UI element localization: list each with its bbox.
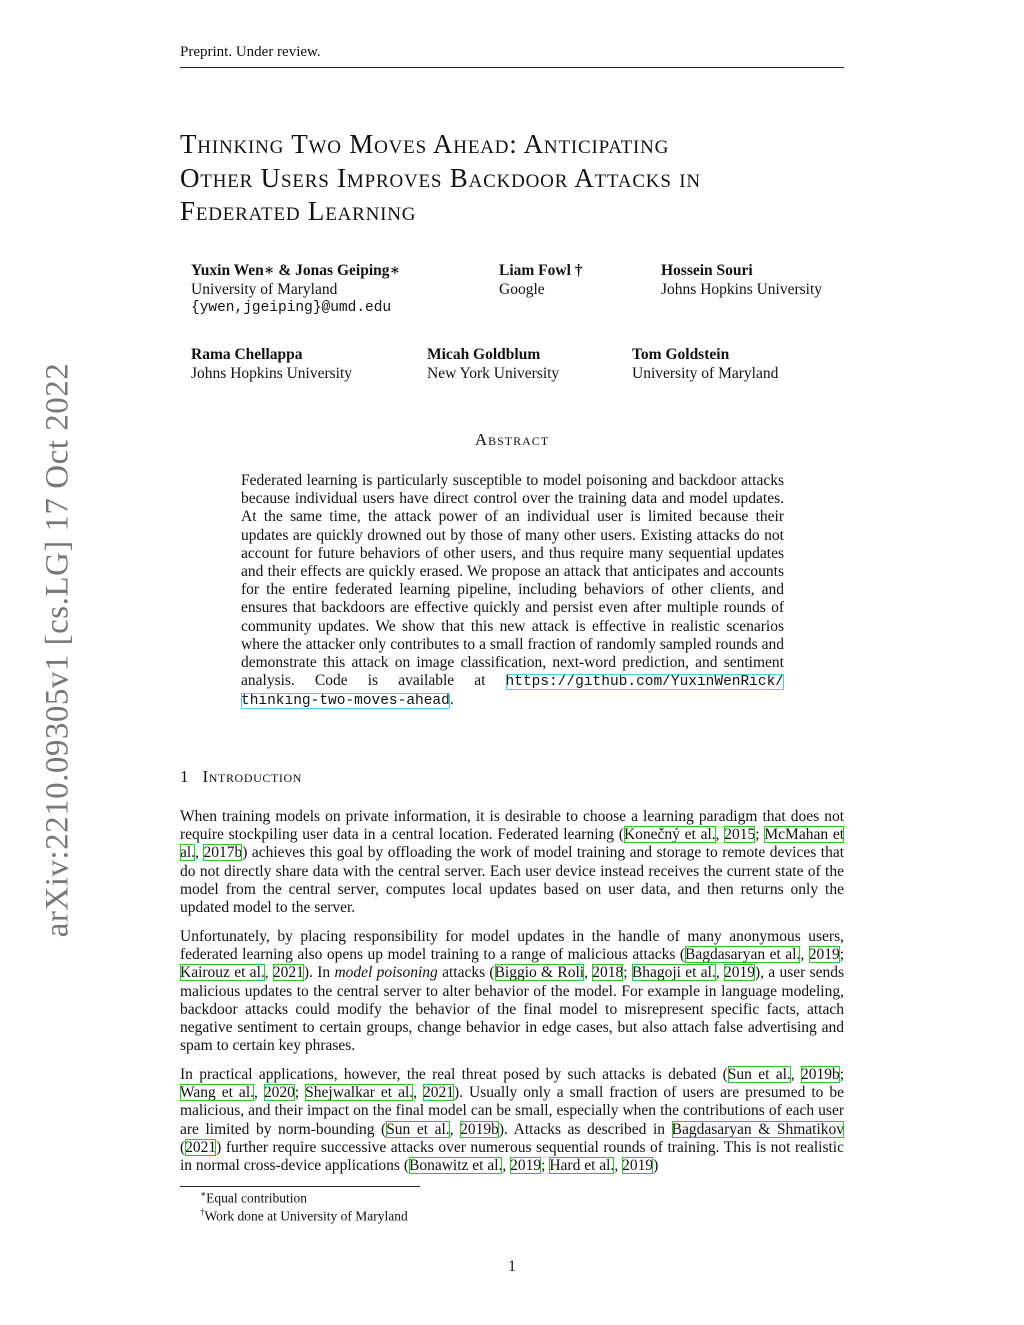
code-link[interactable]: https://github.com/YuxinWenRick/ [505,674,784,691]
citation-link[interactable]: 2019b [800,1066,840,1083]
section-heading [180,767,302,787]
abstract-heading: Abstract [474,430,550,449]
citation-link[interactable]: Bagdasaryan & Shmatikov [671,1120,845,1138]
citation-link[interactable]: Sun et al. [386,1120,450,1138]
citation-link[interactable]: 2021 [423,1084,455,1102]
paragraph-text: , [584,964,593,982]
citation-link[interactable]: 2020 [263,1084,295,1102]
section-number: 1 [180,767,189,786]
citation-link[interactable]: 2015 [724,826,756,844]
author-affiliation: University of Maryland [191,281,338,298]
paragraph-text: ) further require successive attacks over numerous sequential rounds of training. This is not realistic in normal cross-device applications ( [180,1138,844,1175]
abstract-text: Federated learning is particularly susceptible to model poisoning and backdoor attacks because individual users have direct control over the training data and model updates. At the same time, the attack power of an individual user is limited because their updates are quickly drowned out by those of many other users. Existing attacks do not account for future behaviors of other users, and thus require many sequential updates and their effects are quickly erased. We propose an attack that anticipates and accounts for the entire federated learning pipeline, including behaviors of other clients, and ensures that backdoors are effective quickly and persist even after multiple rounds of community updates. We show that this new attack is effective in realistic scenarios where the attacker only contributes to a small fraction of randomly sampled rounds and demonstrate this attack on image classification, next-word prediction, and sentiment analysis. Code is available at [241,472,784,690]
author-name: Hossein Souri [661,262,753,279]
author-name: Rama Chellappa [191,346,303,363]
citation-link[interactable]: Sun et al. [727,1066,791,1083]
citation-link[interactable]: Bonawitz et al. [408,1157,503,1175]
footnote [200,1189,307,1207]
footnote [200,1207,408,1225]
paragraph-text: When training models on private information, it is desirable to choose a learning paradigm that does not require stockpiling user data in a central location. Federated learning ( [180,808,844,844]
paragraph-text: , [614,1157,623,1175]
citation-link[interactable]: 2019 [510,1157,542,1175]
paragraph [180,808,844,917]
paragraph-text: ). Usually only a small fraction of users are presumed to be malicious, and their impact on the final model can be small, especially when the contributions of each user are limited by norm-bounding ( [180,1084,845,1138]
paragraph-text: ). Attacks as described in [498,1120,672,1138]
citation-link[interactable]: Hard et al. [549,1157,615,1175]
author-block [499,261,583,299]
author-name: Micah Goldblum [427,346,541,363]
page-number: 1 [508,1258,516,1275]
footnote-divider [180,1186,420,1187]
paragraph-text: ; [623,964,632,982]
citation-link[interactable]: 2018 [592,964,624,982]
author-affiliation: University of Maryland [632,365,779,382]
citation-link[interactable]: 2019b [460,1120,499,1138]
citation-link[interactable]: Shejwalkar et al. [305,1084,414,1102]
paragraph-text: , [715,826,725,844]
paragraph-text: , [715,964,724,982]
citation-link[interactable]: Wang et al. [180,1084,254,1102]
emphasized-term: model poisoning [334,964,438,982]
paragraph [180,928,844,1055]
paragraph-text: ) achieves this goal by offloading the work of model training and storage to remote devices that do not directly share data with the central server. Each user device instead receives the current state of the model from the central server, computes local updates based on user data, and then returns only the updated model to the server. [180,844,845,917]
citation-link[interactable]: McMahan et al. [180,826,845,862]
author-name: Tom Goldstein [632,346,730,363]
citation-link[interactable]: 2017b [203,844,243,862]
paragraph-text: , [790,1066,801,1083]
citation-link[interactable]: 2019 [808,946,840,964]
author-block [427,345,559,383]
footnote-mark: † [200,1207,205,1217]
footnote-mark: ∗ [200,1189,207,1199]
citation-link[interactable]: Biggio & Roli [494,964,585,982]
paragraph-text: attacks ( [437,964,495,982]
citation-link[interactable]: 2019 [622,1157,654,1175]
author-affiliation: Google [499,281,545,298]
paragraph-text: , [502,1157,511,1175]
author-affiliation: Johns Hopkins University [191,365,353,382]
author-block [661,261,822,299]
paragraph-text: ; [294,1084,306,1102]
title-line: Federated Learning [180,196,417,226]
paragraph-text: In practical applications, however, the real threat posed by such attacks is debated ( [180,1066,728,1083]
citation-link[interactable]: 2019 [723,964,755,982]
author-affiliation: Johns Hopkins University [661,281,823,298]
paragraph-text: ; [839,946,844,964]
citation-link[interactable]: Bagdasaryan et al. [685,946,801,964]
paragraph-text: , [449,1120,461,1138]
paper-title [180,128,844,229]
arxiv-id: arXiv:2210.09305v1 [cs.LG] 17 Oct 2022 [39,362,76,938]
paragraph-text: ; [839,1066,845,1083]
author-email: {ywen,jgeiping}@umd.edu [191,300,392,316]
paragraph-text: ), a user sends malicious updates to the central server to alter behavior of the model. For example in language modeling, backdoor attacks could modify the behavior of the final model to misrepresent specific facts, attach negative sentiment to certain groups, change behavior in edge cases, but also attach false advertising and spam to certain key phrases. [180,964,845,1055]
paragraph [180,1066,844,1175]
citation-link[interactable]: Bhagoji et al. [631,964,716,982]
paragraph-text: , [195,844,204,862]
author-block [191,345,352,383]
author-block [632,345,778,383]
citation-link[interactable]: 2021 [272,964,304,982]
paragraph-text: ; [541,1157,550,1175]
paragraph-text: ). In [303,964,335,982]
title-line: Other Users Improves Backdoor Attacks in [180,162,701,193]
paragraph-text: , [254,1084,264,1102]
author-affiliation: New York University [427,365,560,382]
citation-link[interactable]: Konečný et al. [623,826,716,844]
paragraph-text: ; [755,826,765,844]
author-name: Yuxin Wen∗ & Jonas Geiping∗ [191,262,401,279]
abstract-end: . [449,691,454,709]
author-name: Liam Fowl † [499,262,583,279]
section-title: Introduction [202,767,303,786]
footnote-text: Equal contribution [206,1190,307,1206]
citation-link[interactable]: Kairouz et al. [180,964,265,982]
paragraph-text: , [413,1084,424,1102]
paragraph-text: ) [653,1157,659,1175]
title-line: Thinking Two Moves Ahead: Anticipating [180,129,670,159]
paragraph-text: Unfortunately, by placing responsibility for model updates in the handle of many anonymous users, federated learning also opens up model training to a range of malicious attacks ( [180,928,844,964]
footnote-text: Work done at University of Maryland [204,1208,408,1224]
abstract-body [241,472,784,711]
paragraph-text: , [264,964,273,982]
paragraph-text: , [800,946,809,964]
citation-link[interactable]: 2021 [185,1138,217,1156]
running-header: Preprint. Under review. [180,44,844,68]
code-link[interactable]: thinking-two-moves-ahead [241,693,450,710]
paragraph-text: ( [180,1138,186,1156]
author-block [191,261,400,318]
